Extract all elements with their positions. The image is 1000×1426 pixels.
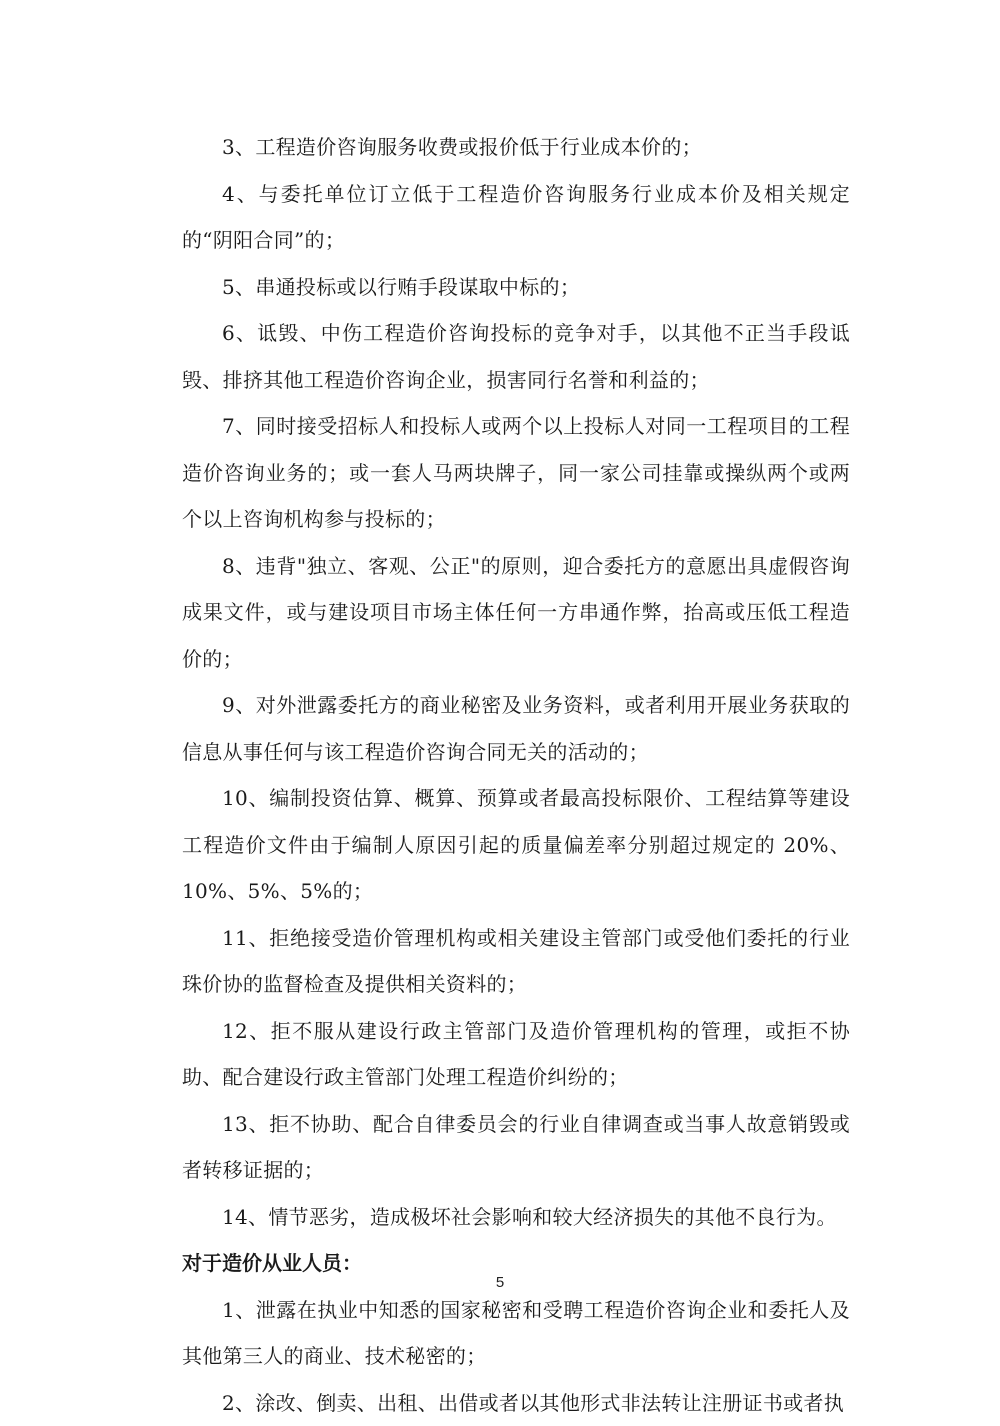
paragraph-item-14: 14、情节恶劣，造成极坏社会影响和较大经济损失的其他不良行为。 [182,1194,850,1241]
paragraph-item-4: 4、与委托单位订立低于工程造价咨询服务行业成本价及相关规定的“阴阳合同”的； [182,171,850,264]
paragraph-item-13: 13、拒不协助、配合自律委员会的行业自律调查或当事人故意销毁或者转移证据的； [182,1101,850,1194]
document-body [182,124,850,1426]
paragraph-item-10: 10、编制投资估算、概算、预算或者最高投标限价、工程结算等建设工程造价文件由于编制人原因引起的质量偏差率分别超过规定的 20%、10%、5%、5%的； [182,775,850,915]
paragraph-item-6: 6、诋毁、中伤工程造价咨询投标的竞争对手，以其他不正当手段诋毁、排挤其他工程造价咨询企业，损害同行名誉和利益的； [182,310,850,403]
paragraph-item-5: 5、串通投标或以行贿手段谋取中标的； [182,264,850,311]
paragraph-item-7: 7、同时接受招标人和投标人或两个以上投标人对同一工程项目的工程造价咨询业务的；或一套人马两块牌子，同一家公司挂靠或操纵两个或两个以上咨询机构参与投标的； [182,403,850,543]
paragraph-item-12: 12、拒不服从建设行政主管部门及造价管理机构的管理，或拒不协助、配合建设行政主管部门处理工程造价纠纷的； [182,1008,850,1101]
paragraph-item-11: 11、拒绝接受造价管理机构或相关建设主管部门或受他们委托的行业珠价协的监督检查及提供相关资料的； [182,915,850,1008]
practitioner-item-1: 1、泄露在执业中知悉的国家秘密和受聘工程造价咨询企业和委托人及其他第三人的商业、技术秘密的； [182,1287,850,1380]
section-heading: 对于造价从业人员： [182,1240,850,1287]
practitioner-item-2: 2、涂改、倒卖、出租、出借或者以其他形式非法转让注册证书或者执 [182,1380,850,1426]
paragraph-item-8: 8、违背"独立、客观、公正"的原则，迎合委托方的意愿出具虚假咨询成果文件，或与建设项目市场主体任何一方串通作弊，抬高或压低工程造价的； [182,543,850,683]
page-number: 5 [0,1274,1000,1291]
paragraph-item-3: 3、工程造价咨询服务收费或报价低于行业成本价的； [182,124,850,171]
paragraph-item-9: 9、对外泄露委托方的商业秘密及业务资料，或者利用开展业务获取的信息从事任何与该工程造价咨询合同无关的活动的； [182,682,850,775]
